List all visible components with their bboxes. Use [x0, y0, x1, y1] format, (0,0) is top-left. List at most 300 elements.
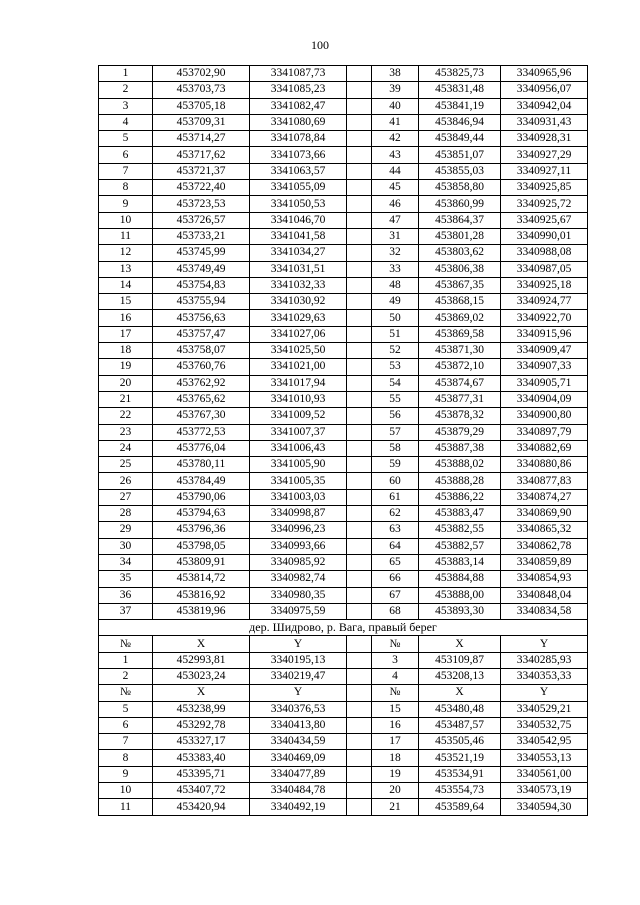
x-coordinate-cell: 453796,36	[153, 522, 250, 538]
table-row	[99, 408, 588, 424]
table-row	[99, 131, 588, 147]
x-coordinate-cell: 453721,37	[153, 163, 250, 179]
spacer-cell	[347, 603, 372, 619]
y-coordinate-cell: 3340542,95	[501, 734, 588, 750]
y-coordinate-cell: 3341050,53	[250, 196, 347, 212]
spacer-cell	[347, 391, 372, 407]
point-number-cell: 43	[372, 147, 419, 163]
y-coordinate-cell: 3340925,85	[501, 180, 588, 196]
point-number-cell: 11	[99, 799, 153, 815]
point-number-cell: 4	[99, 114, 153, 130]
table-row	[99, 212, 588, 228]
point-number-cell: 44	[372, 163, 419, 179]
table-row	[99, 668, 588, 684]
point-number-cell: 10	[99, 783, 153, 799]
x-coordinate-cell: 453733,21	[153, 228, 250, 244]
table-row	[99, 734, 588, 750]
table-row	[99, 114, 588, 130]
table-row	[99, 603, 588, 619]
y-coordinate-cell: 3341073,66	[250, 147, 347, 163]
number-header: №	[372, 685, 419, 701]
point-number-cell: 68	[372, 603, 419, 619]
y-header: Y	[501, 636, 588, 652]
point-number-cell: 26	[99, 473, 153, 489]
x-coordinate-cell: 453709,31	[153, 114, 250, 130]
point-number-cell: 13	[99, 261, 153, 277]
y-coordinate-cell: 3340854,93	[501, 571, 588, 587]
y-coordinate-cell: 3340928,31	[501, 131, 588, 147]
point-number-cell: 52	[372, 343, 419, 359]
x-coordinate-cell: 453874,67	[419, 375, 501, 391]
x-coordinate-cell: 453749,49	[153, 261, 250, 277]
y-coordinate-cell: 3341009,52	[250, 408, 347, 424]
y-coordinate-cell: 3340988,08	[501, 245, 588, 261]
spacer-cell	[347, 196, 372, 212]
x-header: X	[153, 636, 250, 652]
y-coordinate-cell: 3340927,11	[501, 163, 588, 179]
number-header: №	[99, 636, 153, 652]
point-number-cell: 6	[99, 717, 153, 733]
y-coordinate-cell: 3340219,47	[250, 668, 347, 684]
spacer-cell	[347, 163, 372, 179]
x-coordinate-cell: 453882,55	[419, 522, 501, 538]
table-row	[99, 506, 588, 522]
y-header: Y	[501, 685, 588, 701]
spacer-cell	[347, 261, 372, 277]
y-coordinate-cell: 3340956,07	[501, 82, 588, 98]
point-number-cell: 10	[99, 212, 153, 228]
point-number-cell: 31	[372, 228, 419, 244]
point-number-cell: 19	[99, 359, 153, 375]
x-coordinate-cell: 453872,10	[419, 359, 501, 375]
number-header: №	[99, 685, 153, 701]
x-header: X	[419, 685, 501, 701]
x-coordinate-cell: 453780,11	[153, 457, 250, 473]
x-coordinate-cell: 453803,62	[419, 245, 501, 261]
spacer-cell	[347, 294, 372, 310]
point-number-cell: 36	[99, 587, 153, 603]
y-coordinate-cell: 3340925,18	[501, 277, 588, 293]
point-number-cell: 27	[99, 489, 153, 505]
spacer-cell	[347, 734, 372, 750]
x-coordinate-cell: 453480,48	[419, 701, 501, 717]
point-number-cell: 55	[372, 391, 419, 407]
point-number-cell: 15	[372, 701, 419, 717]
x-coordinate-cell: 453877,31	[419, 391, 501, 407]
x-coordinate-cell: 453395,71	[153, 766, 250, 782]
point-number-cell: 64	[372, 538, 419, 554]
x-coordinate-cell: 453867,35	[419, 277, 501, 293]
point-number-cell: 66	[372, 571, 419, 587]
x-coordinate-cell: 453794,63	[153, 506, 250, 522]
spacer-cell	[347, 228, 372, 244]
y-coordinate-cell: 3340353,33	[501, 668, 588, 684]
point-number-cell: 25	[99, 457, 153, 473]
point-number-cell: 49	[372, 294, 419, 310]
y-coordinate-cell: 3341087,73	[250, 66, 347, 82]
table-row	[99, 799, 588, 815]
table-row	[99, 424, 588, 440]
x-coordinate-cell: 453893,30	[419, 603, 501, 619]
x-coordinate-cell: 453407,72	[153, 783, 250, 799]
x-coordinate-cell: 453109,87	[419, 652, 501, 668]
x-coordinate-cell: 453809,91	[153, 554, 250, 570]
x-coordinate-cell: 453521,19	[419, 750, 501, 766]
point-number-cell: 38	[372, 66, 419, 82]
x-coordinate-cell: 453756,63	[153, 310, 250, 326]
table-row	[99, 766, 588, 782]
point-number-cell: 40	[372, 98, 419, 114]
y-coordinate-cell: 3340859,89	[501, 554, 588, 570]
y-coordinate-cell: 3340907,33	[501, 359, 588, 375]
x-coordinate-cell: 453884,88	[419, 571, 501, 587]
y-coordinate-cell: 3341005,90	[250, 457, 347, 473]
point-number-cell: 18	[99, 343, 153, 359]
point-number-cell: 67	[372, 587, 419, 603]
spacer-cell	[347, 277, 372, 293]
x-coordinate-cell: 453722,40	[153, 180, 250, 196]
spacer-cell	[347, 82, 372, 98]
x-coordinate-cell: 453879,29	[419, 424, 501, 440]
x-coordinate-cell: 453869,58	[419, 326, 501, 342]
y-coordinate-cell: 3340484,78	[250, 783, 347, 799]
point-number-cell: 54	[372, 375, 419, 391]
y-coordinate-cell: 3340553,13	[501, 750, 588, 766]
spacer-cell	[347, 343, 372, 359]
point-number-cell: 5	[99, 701, 153, 717]
y-coordinate-cell: 3340285,93	[501, 652, 588, 668]
x-coordinate-cell: 453784,49	[153, 473, 250, 489]
point-number-cell: 20	[99, 375, 153, 391]
spacer-cell	[347, 457, 372, 473]
y-coordinate-cell: 3340925,72	[501, 196, 588, 212]
table-row	[99, 457, 588, 473]
x-coordinate-cell: 453864,37	[419, 212, 501, 228]
table-row	[99, 277, 588, 293]
y-coordinate-cell: 3341046,70	[250, 212, 347, 228]
x-coordinate-cell: 453888,00	[419, 587, 501, 603]
table-row	[99, 245, 588, 261]
point-number-cell: 48	[372, 277, 419, 293]
point-number-cell: 20	[372, 783, 419, 799]
table-row	[99, 228, 588, 244]
x-coordinate-cell: 453886,22	[419, 489, 501, 505]
x-coordinate-cell: 453871,30	[419, 343, 501, 359]
column-header-row	[99, 685, 588, 701]
point-number-cell: 37	[99, 603, 153, 619]
x-header: X	[419, 636, 501, 652]
table-row	[99, 147, 588, 163]
table-row	[99, 196, 588, 212]
y-coordinate-cell: 3340874,27	[501, 489, 588, 505]
table-row	[99, 391, 588, 407]
table-row	[99, 522, 588, 538]
section-title-row	[99, 620, 588, 636]
x-coordinate-cell: 453860,99	[419, 196, 501, 212]
y-coordinate-cell: 3340931,43	[501, 114, 588, 130]
x-coordinate-cell: 453765,62	[153, 391, 250, 407]
y-coordinate-cell: 3340862,78	[501, 538, 588, 554]
x-coordinate-cell: 453208,13	[419, 668, 501, 684]
x-coordinate-cell: 453868,15	[419, 294, 501, 310]
x-coordinate-cell: 453888,28	[419, 473, 501, 489]
y-coordinate-cell: 3340924,77	[501, 294, 588, 310]
x-coordinate-cell: 453754,83	[153, 277, 250, 293]
x-coordinate-cell: 453554,73	[419, 783, 501, 799]
spacer-cell	[347, 701, 372, 717]
y-coordinate-cell: 3340985,92	[250, 554, 347, 570]
x-coordinate-cell: 453883,14	[419, 554, 501, 570]
x-coordinate-cell: 452993,81	[153, 652, 250, 668]
x-coordinate-cell: 453816,92	[153, 587, 250, 603]
table-row	[99, 538, 588, 554]
table-row	[99, 66, 588, 82]
spacer-cell	[347, 506, 372, 522]
spacer-cell	[347, 473, 372, 489]
y-coordinate-cell: 3340492,19	[250, 799, 347, 815]
y-coordinate-cell: 3340882,69	[501, 440, 588, 456]
y-coordinate-cell: 3341085,23	[250, 82, 347, 98]
point-number-cell: 17	[372, 734, 419, 750]
point-number-cell: 12	[99, 245, 153, 261]
x-coordinate-cell: 453420,94	[153, 799, 250, 815]
point-number-cell: 3	[372, 652, 419, 668]
point-number-cell: 14	[99, 277, 153, 293]
point-number-cell: 50	[372, 310, 419, 326]
table-row	[99, 473, 588, 489]
y-coordinate-cell: 3340477,89	[250, 766, 347, 782]
point-number-cell: 65	[372, 554, 419, 570]
y-coordinate-cell: 3341027,06	[250, 326, 347, 342]
x-coordinate-cell: 453292,78	[153, 717, 250, 733]
spacer-cell	[347, 652, 372, 668]
x-coordinate-cell: 453327,17	[153, 734, 250, 750]
y-coordinate-cell: 3341034,27	[250, 245, 347, 261]
table-row	[99, 326, 588, 342]
x-coordinate-cell: 453717,62	[153, 147, 250, 163]
spacer-cell	[347, 522, 372, 538]
spacer-cell	[347, 212, 372, 228]
x-coordinate-cell: 453841,19	[419, 98, 501, 114]
point-number-cell: 2	[99, 668, 153, 684]
y-coordinate-cell: 3340413,80	[250, 717, 347, 733]
x-coordinate-cell: 453767,30	[153, 408, 250, 424]
table-row	[99, 701, 588, 717]
x-coordinate-cell: 453790,06	[153, 489, 250, 505]
y-coordinate-cell: 3340993,66	[250, 538, 347, 554]
y-coordinate-cell: 3341031,51	[250, 261, 347, 277]
y-coordinate-cell: 3340975,59	[250, 603, 347, 619]
y-coordinate-cell: 3340869,90	[501, 506, 588, 522]
point-number-cell: 5	[99, 131, 153, 147]
point-number-cell: 19	[372, 766, 419, 782]
x-coordinate-cell: 453882,57	[419, 538, 501, 554]
x-coordinate-cell: 453758,07	[153, 343, 250, 359]
point-number-cell: 60	[372, 473, 419, 489]
spacer-cell	[347, 408, 372, 424]
spacer-cell	[347, 783, 372, 799]
y-coordinate-cell: 3340987,05	[501, 261, 588, 277]
x-coordinate-cell: 453887,38	[419, 440, 501, 456]
x-coordinate-cell: 453723,53	[153, 196, 250, 212]
y-coordinate-cell: 3341003,03	[250, 489, 347, 505]
x-coordinate-cell: 453858,80	[419, 180, 501, 196]
x-coordinate-cell: 453846,94	[419, 114, 501, 130]
y-coordinate-cell: 3340982,74	[250, 571, 347, 587]
table-row	[99, 652, 588, 668]
point-number-cell: 46	[372, 196, 419, 212]
point-number-cell: 33	[372, 261, 419, 277]
y-coordinate-cell: 3340925,67	[501, 212, 588, 228]
x-coordinate-cell: 453855,03	[419, 163, 501, 179]
y-coordinate-cell: 3340927,29	[501, 147, 588, 163]
coordinates-table	[98, 65, 588, 816]
point-number-cell: 59	[372, 457, 419, 473]
spacer-cell	[347, 668, 372, 684]
point-number-cell: 56	[372, 408, 419, 424]
x-coordinate-cell: 453023,24	[153, 668, 250, 684]
point-number-cell: 63	[372, 522, 419, 538]
point-number-cell: 9	[99, 766, 153, 782]
spacer-cell	[347, 750, 372, 766]
point-number-cell: 53	[372, 359, 419, 375]
spacer-cell	[347, 440, 372, 456]
y-coordinate-cell: 3340594,30	[501, 799, 588, 815]
spacer-cell	[347, 98, 372, 114]
y-coordinate-cell: 3340998,87	[250, 506, 347, 522]
x-coordinate-cell: 453745,99	[153, 245, 250, 261]
x-coordinate-cell: 453702,90	[153, 66, 250, 82]
point-number-cell: 18	[372, 750, 419, 766]
x-coordinate-cell: 453238,99	[153, 701, 250, 717]
x-coordinate-cell: 453505,46	[419, 734, 501, 750]
x-coordinate-cell: 453383,40	[153, 750, 250, 766]
spacer-cell	[347, 131, 372, 147]
point-number-cell: 42	[372, 131, 419, 147]
y-coordinate-cell: 3341005,35	[250, 473, 347, 489]
column-header-row	[99, 636, 588, 652]
point-number-cell: 2	[99, 82, 153, 98]
spacer-cell	[347, 799, 372, 815]
point-number-cell: 7	[99, 734, 153, 750]
y-coordinate-cell: 3340965,96	[501, 66, 588, 82]
point-number-cell: 7	[99, 163, 153, 179]
spacer-cell	[347, 375, 372, 391]
y-coordinate-cell: 3341021,00	[250, 359, 347, 375]
point-number-cell: 23	[99, 424, 153, 440]
y-coordinate-cell: 3341029,63	[250, 310, 347, 326]
point-number-cell: 35	[99, 571, 153, 587]
y-coordinate-cell: 3340848,04	[501, 587, 588, 603]
y-coordinate-cell: 3340922,70	[501, 310, 588, 326]
point-number-cell: 24	[99, 440, 153, 456]
y-coordinate-cell: 3340434,59	[250, 734, 347, 750]
point-number-cell: 61	[372, 489, 419, 505]
point-number-cell: 34	[99, 554, 153, 570]
point-number-cell: 6	[99, 147, 153, 163]
table-row	[99, 554, 588, 570]
table-row	[99, 359, 588, 375]
table-row	[99, 261, 588, 277]
page-number: 100	[311, 38, 329, 52]
point-number-cell: 51	[372, 326, 419, 342]
spacer-cell	[347, 180, 372, 196]
y-header: Y	[250, 636, 347, 652]
x-coordinate-cell: 453831,48	[419, 82, 501, 98]
y-coordinate-cell: 3340909,47	[501, 343, 588, 359]
spacer-cell	[347, 326, 372, 342]
point-number-cell: 8	[99, 750, 153, 766]
y-coordinate-cell: 3340990,01	[501, 228, 588, 244]
x-coordinate-cell: 453806,38	[419, 261, 501, 277]
spacer-cell	[347, 554, 372, 570]
x-coordinate-cell: 453534,91	[419, 766, 501, 782]
point-number-cell: 22	[99, 408, 153, 424]
x-coordinate-cell: 453825,73	[419, 66, 501, 82]
y-coordinate-cell: 3341010,93	[250, 391, 347, 407]
spacer-cell	[347, 489, 372, 505]
y-coordinate-cell: 3341063,57	[250, 163, 347, 179]
y-coordinate-cell: 3341017,94	[250, 375, 347, 391]
spacer-cell	[347, 636, 372, 652]
table-row	[99, 82, 588, 98]
y-coordinate-cell: 3341025,50	[250, 343, 347, 359]
y-coordinate-cell: 3340529,21	[501, 701, 588, 717]
x-coordinate-cell: 453757,47	[153, 326, 250, 342]
y-coordinate-cell: 3341080,69	[250, 114, 347, 130]
y-coordinate-cell: 3340834,58	[501, 603, 588, 619]
x-coordinate-cell: 453814,72	[153, 571, 250, 587]
point-number-cell: 1	[99, 652, 153, 668]
spacer-cell	[347, 245, 372, 261]
spacer-cell	[347, 114, 372, 130]
point-number-cell: 15	[99, 294, 153, 310]
x-coordinate-cell: 453878,32	[419, 408, 501, 424]
y-header: Y	[250, 685, 347, 701]
number-header: №	[372, 636, 419, 652]
y-coordinate-cell: 3340573,19	[501, 783, 588, 799]
x-coordinate-cell: 453776,04	[153, 440, 250, 456]
spacer-cell	[347, 717, 372, 733]
y-coordinate-cell: 3340904,09	[501, 391, 588, 407]
spacer-cell	[347, 310, 372, 326]
spacer-cell	[347, 766, 372, 782]
point-number-cell: 11	[99, 228, 153, 244]
table-row	[99, 375, 588, 391]
y-coordinate-cell: 3341041,58	[250, 228, 347, 244]
point-number-cell: 41	[372, 114, 419, 130]
x-coordinate-cell: 453755,94	[153, 294, 250, 310]
y-coordinate-cell: 3340915,96	[501, 326, 588, 342]
point-number-cell: 45	[372, 180, 419, 196]
point-number-cell: 8	[99, 180, 153, 196]
section-title: дер. Шидрово, р. Вага, правый берег	[99, 620, 588, 636]
point-number-cell: 28	[99, 506, 153, 522]
y-coordinate-cell: 3340900,80	[501, 408, 588, 424]
point-number-cell: 30	[99, 538, 153, 554]
y-coordinate-cell: 3341055,09	[250, 180, 347, 196]
y-coordinate-cell: 3340880,86	[501, 457, 588, 473]
x-coordinate-cell: 453888,02	[419, 457, 501, 473]
point-number-cell: 4	[372, 668, 419, 684]
y-coordinate-cell: 3340865,32	[501, 522, 588, 538]
point-number-cell: 16	[99, 310, 153, 326]
spacer-cell	[347, 587, 372, 603]
point-number-cell: 58	[372, 440, 419, 456]
y-coordinate-cell: 3340561,00	[501, 766, 588, 782]
y-coordinate-cell: 3341006,43	[250, 440, 347, 456]
table-row	[99, 310, 588, 326]
